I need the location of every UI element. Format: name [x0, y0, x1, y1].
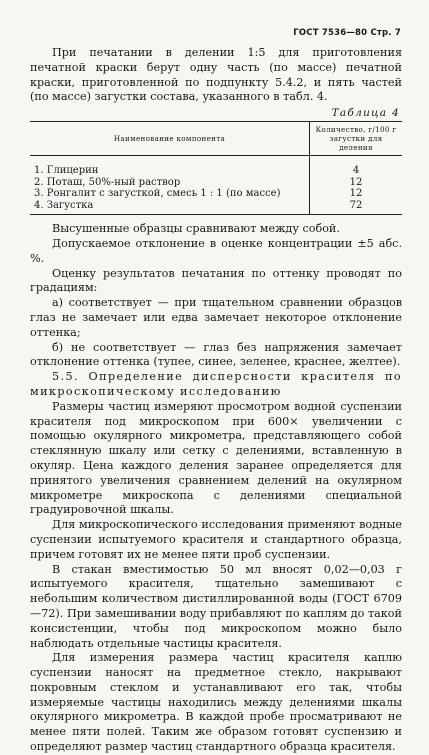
- table-row: [30, 200, 402, 215]
- paragraph-grade-a: а) соответствует — при тщательном сравнении образцов глаз не замечает или едва замечает некоторое отклонение оттенка;: [30, 296, 402, 339]
- component-name: 4. Загустка: [30, 200, 310, 215]
- page-content: [30, 46, 402, 755]
- paragraph-grading: Оценку результатов печатания по оттенку проводят по градациям:: [30, 266, 402, 295]
- table-row: [30, 188, 402, 200]
- component-name: 1. Глицерин: [34, 165, 99, 177]
- paragraph-compare: Высушенные образцы сравнивают между собой.: [52, 222, 340, 236]
- intro-paragraph: При печатании в делении 1:5 для приготовления печатной краски берут одну часть (по массе) печатной краски, приготовленной по подпункту 5.4.2, и пять частей (по массе) загустки состава, указанного в табл. 4.: [30, 46, 402, 104]
- table-row: [30, 156, 402, 177]
- table-header-row: [30, 122, 402, 156]
- page-header: ГОСТ 7536—80 Стр. 7: [293, 28, 401, 38]
- component-value: 12: [310, 177, 403, 189]
- components-table: [30, 121, 402, 215]
- body-text: [30, 222, 402, 755]
- paragraph-microscopic: Для микроскопического исследования применяют водные суспензии испытуемого красителя и стандартного образца, причем готовят их не менее пяти проб суспензии.: [30, 518, 402, 561]
- paragraph-sample-prep: В стакан вместимостью 50 мл вносят 0,02—0,03 г испытуемого красителя, тщательно замешивают с небольшим количеством дистиллированной воды (ГОСТ 6709—72). При замешивании воду прибавляют по каплям до такой консистенции, чтобы под микроскопом можно было наблюдать отдельные частицы красителя.: [30, 562, 402, 650]
- paragraph-tolerance: Допускаемое отклонение в оценке концентрации ±5 абс. %.: [30, 236, 402, 265]
- col-header-component: Наименование компонента: [30, 122, 310, 156]
- col-header-quantity: Количество, г/100 г загустки для деления: [310, 122, 403, 156]
- component-name: 2. Поташ, 50%-ный раствор: [34, 176, 181, 188]
- component-value: 4: [310, 156, 403, 177]
- table-caption: Таблица 4: [331, 107, 400, 120]
- component-value: 72: [310, 200, 403, 215]
- section-heading-5-5: 5.5. Определение дисперсности красителя по микроскопическому исследованию: [30, 370, 402, 398]
- paragraph-particle-size: Размеры частиц измеряют просмотром водной суспензии красителя под микроскопом при 600× увеличении с помощью окулярного микрометра, представляющего собой стеклянную шкалу или сетку с делениями, вставленную в окуляр. Цена каждого деления заранее определяется для принятого увеличения сравнением делений на окулярном микрометре микроскопа с делениями специальной градуировочной шкалы.: [30, 399, 402, 517]
- paragraph-grade-b: б) не соответствует — глаз без напряжения замечает отклонение оттенка (тупее, синее, зеленее, краснее, желтее).: [30, 340, 402, 369]
- component-name: 3. Ронгалит с загусткой, смесь 1 : 1 (по массе): [34, 188, 281, 200]
- component-value: 12: [310, 188, 403, 200]
- paragraph-measurement: Для измерения размера частиц красителя каплю суспензии наносят на предметное стекло, накрывают покровным стеклом и устанавливают его так, чтобы измеряемые частицы находились между делениями шкалы окулярного микрометра. В каждой пробе просматривают не менее пяти полей. Таким же образом готовят суспензию и определяют размер частиц стандартного образца красителя.: [30, 651, 402, 754]
- table-row: [30, 177, 402, 189]
